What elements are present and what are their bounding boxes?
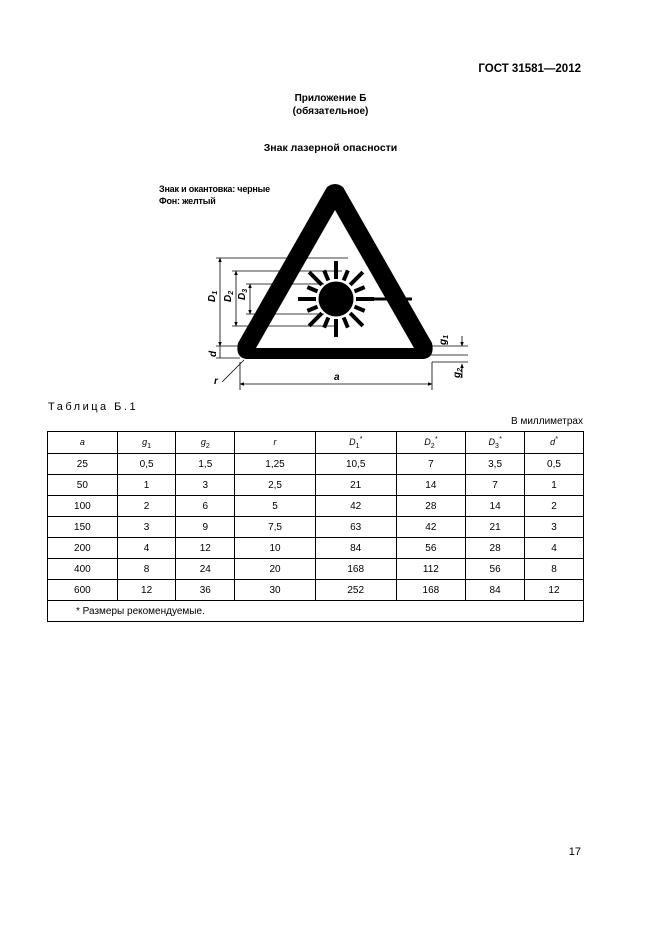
table-row: [48, 559, 584, 580]
table-cell: 56: [466, 559, 525, 580]
table-cell: 3,5: [466, 454, 525, 475]
label-a: a: [334, 372, 340, 383]
table-cell: 3: [176, 475, 235, 496]
column-header: $g_2$: [176, 432, 235, 454]
table-cell: 252: [315, 580, 396, 601]
table-cell: 1,5: [176, 454, 235, 475]
table-cell: 7,5: [235, 517, 316, 538]
appendix-status: (обязательное): [292, 106, 369, 117]
table-cell: 8: [524, 559, 583, 580]
legend-line-2: Фон: желтый: [159, 196, 216, 206]
table-cell: 50: [48, 475, 118, 496]
table-cell: 7: [396, 454, 466, 475]
label-D3: $D_3$: [237, 288, 249, 300]
table-cell: 28: [396, 496, 466, 517]
label-d: d: [208, 350, 219, 357]
label-g1: $g_1$: [438, 334, 450, 345]
table-cell: 2,5: [235, 475, 316, 496]
legend-line-1: Знак и окантовка: черные: [159, 184, 270, 194]
table-cell: 2: [524, 496, 583, 517]
table-cell: 12: [176, 538, 235, 559]
table-cell: 7: [466, 475, 525, 496]
table-cell: 20: [235, 559, 316, 580]
table-cell: 21: [466, 517, 525, 538]
label-D2: $D_2$: [223, 290, 235, 302]
table-cell: 0,5: [524, 454, 583, 475]
table-footnote-row: [48, 601, 584, 622]
table-cell: 6: [176, 496, 235, 517]
table-body: [48, 454, 584, 622]
table-cell: 1: [117, 475, 176, 496]
table-cell: 10,5: [315, 454, 396, 475]
label-r: r: [214, 376, 218, 387]
table-cell: 56: [396, 538, 466, 559]
column-header: a: [48, 432, 118, 454]
column-header: $D_1^*$: [315, 432, 396, 454]
table-cell: 1,25: [235, 454, 316, 475]
column-header: $D_3^*$: [466, 432, 525, 454]
table-cell: 600: [48, 580, 118, 601]
page-number: 17: [568, 846, 581, 858]
figure-title: Знак лазерной опасности: [263, 142, 398, 154]
table-cell: 28: [466, 538, 525, 559]
table-cell: 25: [48, 454, 118, 475]
table-cell: 2: [117, 496, 176, 517]
table-cell: 12: [524, 580, 583, 601]
table-cell: 100: [48, 496, 118, 517]
table-footnote: * Размеры рекомендуемые.: [48, 601, 584, 622]
table-units: В миллиметрах: [511, 416, 583, 427]
column-header: $D_2^*$: [396, 432, 466, 454]
column-header: $g_1$: [117, 432, 176, 454]
table-cell: 168: [315, 559, 396, 580]
table-cell: 10: [235, 538, 316, 559]
table-cell: 4: [524, 538, 583, 559]
table-cell: 24: [176, 559, 235, 580]
table-cell: 14: [396, 475, 466, 496]
table-row: [48, 475, 584, 496]
table-cell: 84: [315, 538, 396, 559]
table-cell: 4: [117, 538, 176, 559]
table-cell: 42: [315, 496, 396, 517]
table-cell: 200: [48, 538, 118, 559]
column-header: r: [235, 432, 316, 454]
table-cell: 8: [117, 559, 176, 580]
table-row: [48, 496, 584, 517]
appendix-heading: [0, 92, 661, 118]
table-cell: 84: [466, 580, 525, 601]
table-cell: 9: [176, 517, 235, 538]
laser-warning-sign-drawing: [195, 175, 485, 400]
table-cell: 400: [48, 559, 118, 580]
column-header: d*: [524, 432, 583, 454]
table-row: [48, 517, 584, 538]
table-cell: 5: [235, 496, 316, 517]
table-cell: 36: [176, 580, 235, 601]
table-cell: 0,5: [117, 454, 176, 475]
table-cell: 1: [524, 475, 583, 496]
table-cell: 21: [315, 475, 396, 496]
table-cell: 42: [396, 517, 466, 538]
table-cell: 168: [396, 580, 466, 601]
table-cell: 150: [48, 517, 118, 538]
table-cell: 14: [466, 496, 525, 517]
table-cell: 3: [524, 517, 583, 538]
table-row: [48, 454, 584, 475]
table-caption: Таблица Б.1: [48, 401, 139, 413]
label-D1: $D_1$: [207, 290, 219, 302]
table-cell: 112: [396, 559, 466, 580]
table-row: [48, 580, 584, 601]
table-cell: 63: [315, 517, 396, 538]
table-cell: 30: [235, 580, 316, 601]
standard-number: ГОСТ 31581—2012: [478, 63, 581, 75]
table-header-row: [48, 432, 584, 454]
dimensions-table: [47, 431, 584, 622]
appendix-title: Приложение Б: [294, 93, 367, 104]
table-cell: 3: [117, 517, 176, 538]
label-g2: $g_2$: [452, 367, 464, 378]
table-row: [48, 538, 584, 559]
table-cell: 12: [117, 580, 176, 601]
